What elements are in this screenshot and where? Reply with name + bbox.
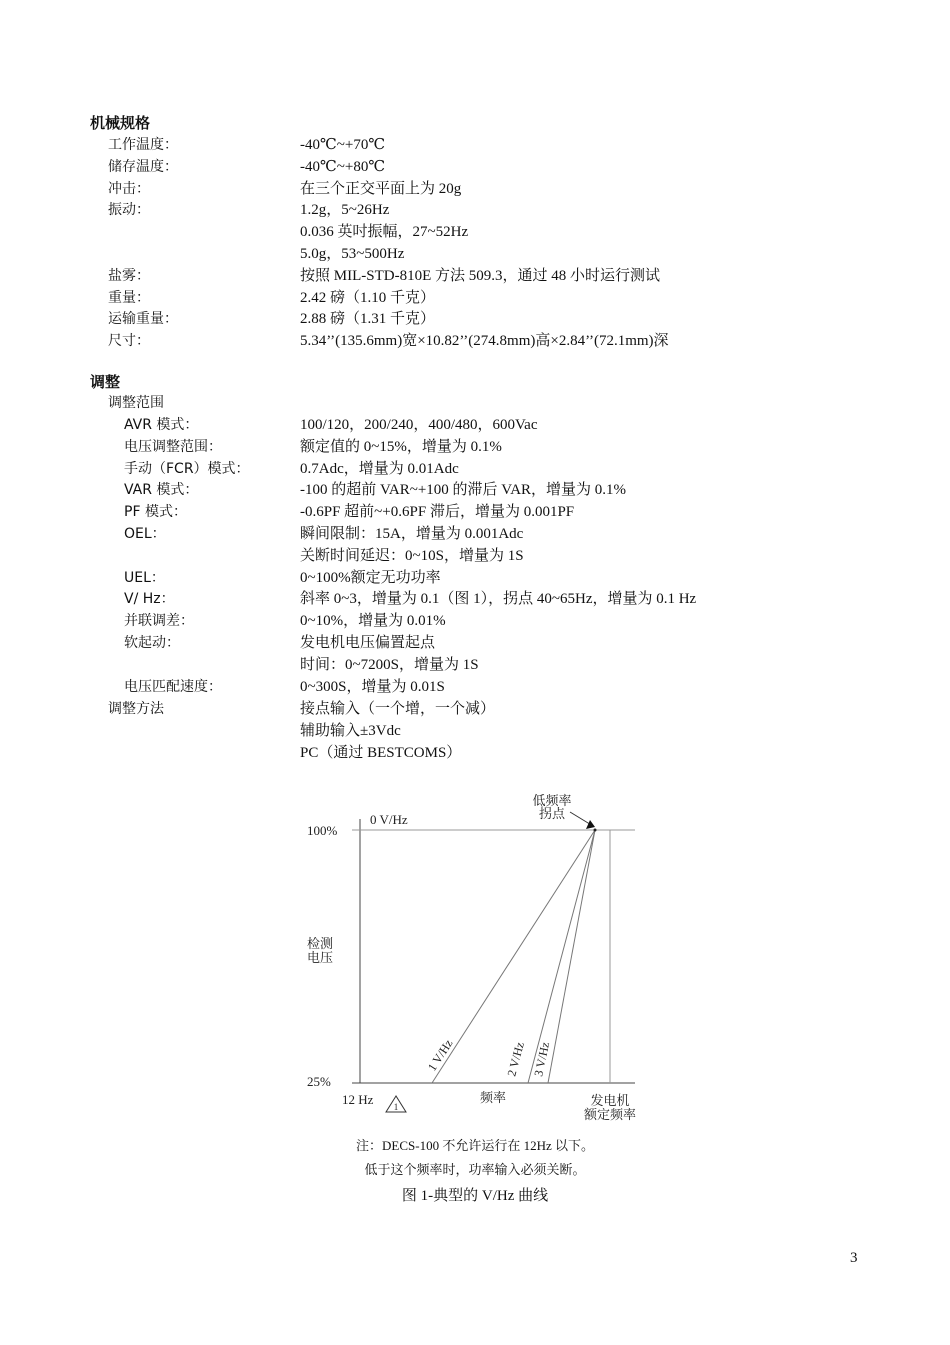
spec-row	[0, 632, 950, 654]
spec-row	[0, 199, 950, 221]
spec-label: UEL：	[124, 569, 165, 586]
x-label-12hz: 12 Hz	[342, 1092, 374, 1107]
spec-label: 软起动：	[124, 635, 180, 651]
spec-row	[0, 610, 950, 632]
spec-row	[0, 479, 950, 501]
spec-label: 重量：	[108, 289, 150, 306]
adjustment-method-label: 调整方法	[108, 701, 164, 717]
spec-label: 电压调整范围：	[124, 438, 222, 455]
spec-row	[0, 221, 950, 243]
spec-row	[0, 501, 950, 523]
adjustment-range-heading-row	[0, 392, 950, 414]
slope-label-1vhz: 1 V/Hz	[424, 1036, 456, 1074]
adjustment-method-value: 辅助输入±3Vdc	[300, 723, 401, 739]
knee-label-line-1: 低频率	[532, 793, 572, 808]
spec-value: -40℃~+70℃	[300, 137, 386, 153]
spec-value: 0~10%，增量为 0.01%	[300, 613, 446, 630]
spec-label: 手动（FCR）模式：	[124, 460, 250, 477]
spec-row	[0, 134, 950, 156]
spec-value: 5.0g，53~500Hz	[300, 246, 405, 262]
figure-note-line-2: 低于这个频率时，功率输入必须关断。	[364, 1162, 586, 1177]
adjustment-heading: 调整	[90, 373, 121, 391]
spec-label: 振动：	[108, 202, 150, 219]
adjustment-method-row	[0, 698, 950, 720]
mechanical-heading: 机械规格	[90, 114, 151, 132]
adjustment-method-value: 接点输入（一个增，一个减）	[300, 701, 496, 717]
spec-row	[0, 567, 950, 589]
adjustment-method-value: PC（通过 BESTCOMS）	[300, 745, 462, 761]
y-label-100: 100%	[307, 823, 338, 838]
spec-value: 0~300S，增量为 0.01S	[300, 678, 445, 695]
spec-value: 关断时间延迟：0~10S，增量为 1S	[300, 547, 524, 564]
spec-label: 盐雾：	[108, 267, 150, 284]
spec-value: -0.6PF 超前~+0.6PF 滞后，增量为 0.001PF	[300, 504, 575, 521]
spec-row	[0, 458, 950, 480]
adjustment-range-heading: 调整范围	[108, 395, 164, 411]
figure-note-line-1: 注：DECS-100 不允许运行在 12Hz 以下。	[356, 1138, 594, 1153]
spec-label: 电压匹配速度：	[124, 678, 222, 695]
spec-value: 斜率 0~3，增量为 0.1（图 1），拐点 40~65Hz，增量为 0.1 Hz	[300, 591, 697, 608]
knee-arrow-icon	[586, 820, 595, 829]
spec-row	[0, 676, 950, 698]
spec-row	[0, 436, 950, 458]
y-label-25: 25%	[307, 1074, 331, 1089]
spec-value: 5.34’’(135.6mm)宽×10.82’’(274.8mm)高×2.84’’(72.1mm)深	[300, 333, 669, 350]
x-axis-title: 频率	[480, 1090, 507, 1105]
spec-label: 运输重量：	[108, 311, 178, 328]
spec-value: 100/120，200/240，400/480，600Vac	[300, 417, 538, 433]
spec-label: V/ Hz：	[124, 591, 175, 608]
spec-value: 0~100%额定无功功率	[300, 569, 441, 586]
spec-label: 储存温度：	[108, 158, 178, 175]
spec-value: -40℃~+80℃	[300, 158, 386, 175]
spec-value: 额定值的 0~15%，增量为 0.1%	[300, 438, 502, 455]
adjustment-method-row	[0, 742, 950, 764]
spec-label: 尺寸：	[108, 333, 150, 350]
spec-row	[0, 545, 950, 567]
rated-frequency-label-line-2: 额定频率	[583, 1107, 637, 1122]
spec-label: VAR 模式：	[124, 482, 199, 499]
spec-label: 冲击：	[108, 180, 150, 197]
y-axis-title-line-2: 电压	[307, 950, 334, 965]
rated-frequency-label-line-1: 发电机	[590, 1093, 630, 1108]
spec-value: 0.036 英吋振幅，27~52Hz	[300, 224, 469, 241]
spec-row	[0, 588, 950, 610]
spec-value: 0.7Adc，增量为 0.01Adc	[300, 460, 459, 477]
adjustment-method-row	[0, 720, 950, 742]
slope-label-2vhz: 2 V/Hz	[504, 1040, 527, 1078]
spec-row	[0, 265, 950, 287]
spec-value: 2.42 磅（1.10 千克）	[300, 289, 436, 306]
spec-row	[0, 243, 950, 265]
spec-row	[0, 308, 950, 330]
knee-label-line-2: 拐点	[538, 806, 566, 821]
spec-label: PF 模式：	[124, 504, 187, 521]
spec-value: 瞬间限制：15A，增量为 0.001Adc	[300, 526, 524, 542]
spec-value: -100 的超前 VAR~+100 的滞后 VAR，增量为 0.1%	[300, 482, 627, 499]
spec-value: 1.2g，5~26Hz	[300, 202, 390, 219]
spec-row	[0, 414, 950, 436]
spec-row	[0, 330, 950, 352]
vhz-curve-figure	[290, 785, 660, 1125]
spec-row	[0, 156, 950, 178]
spec-value: 按照 MIL-STD-810E 方法 509.3，通过 48 小时运行测试	[300, 267, 660, 284]
spec-row	[0, 178, 950, 200]
spec-label: OEL：	[124, 526, 166, 542]
spec-row	[0, 287, 950, 309]
spec-value: 时间：0~7200S，增量为 1S	[300, 656, 479, 673]
spec-row	[0, 654, 950, 676]
zero-vhz-label: 0 V/Hz	[370, 812, 408, 827]
page-number: 3	[850, 1250, 858, 1266]
figure-title: 图 1-典型的 V/Hz 曲线	[401, 1188, 549, 1204]
spec-row	[0, 523, 950, 545]
knee-point	[594, 829, 597, 832]
y-axis-title-line-1: 检测	[307, 936, 334, 951]
spec-value: 2.88 磅（1.31 千克）	[300, 311, 436, 328]
spec-label: 并联调差：	[124, 613, 194, 630]
spec-value: 发电机电压偏置起点	[300, 635, 436, 651]
spec-label: 工作温度：	[108, 137, 178, 153]
warning-triangle-number: 1	[393, 1102, 399, 1112]
slope-line-3vhz	[548, 830, 595, 1083]
slope-label-3vhz: 3 V/Hz	[531, 1040, 553, 1078]
spec-label: AVR 模式：	[124, 417, 199, 433]
spec-value: 在三个正交平面上为 20g	[300, 180, 462, 197]
